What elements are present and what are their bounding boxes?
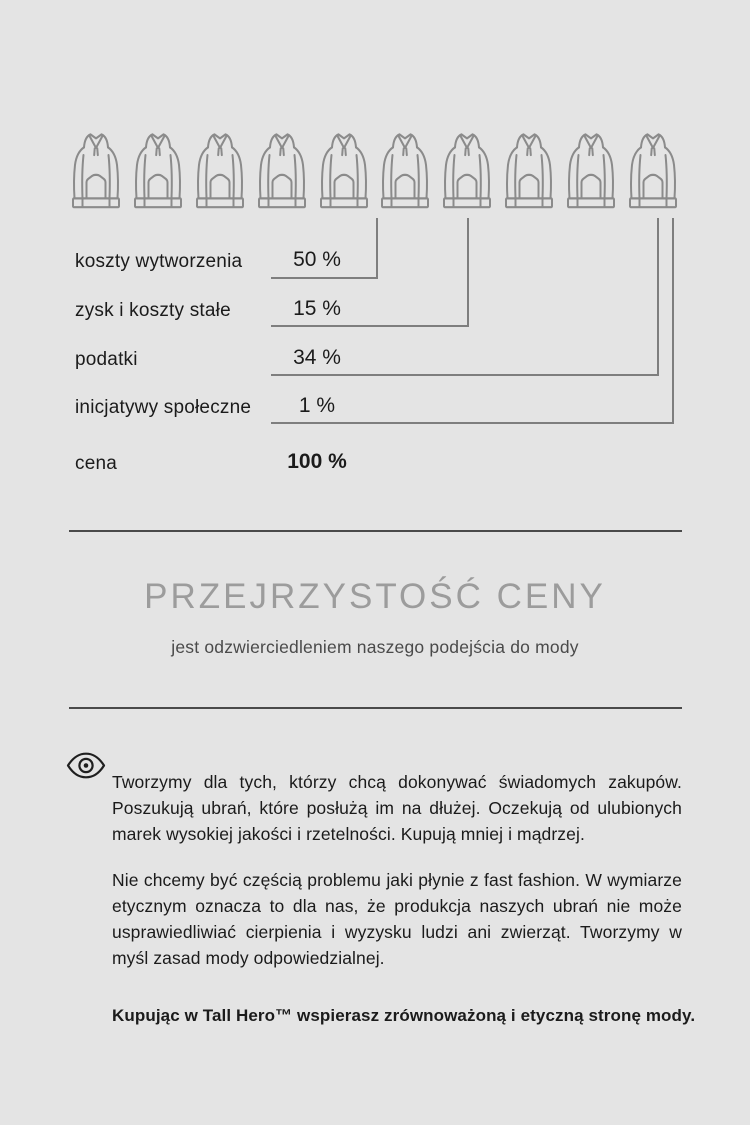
hoodie-icon	[317, 132, 371, 211]
bracket-vertical-65	[467, 218, 469, 327]
headline-subtitle: jest odzwierciedleniem naszego podejścia do mody	[171, 637, 579, 657]
cost-value-taxes: 34 %	[293, 346, 341, 369]
cost-label-profit-fixed: zysk i koszty stałe	[75, 300, 231, 321]
bracket-line-production-costs	[271, 277, 378, 279]
hoodie-icon	[131, 132, 185, 211]
bracket-vertical-100	[672, 218, 674, 424]
cost-value-profit-fixed: 15 %	[293, 297, 341, 320]
price-total-value: 100 %	[287, 450, 347, 473]
about-highlight: Kupując w Tall Hero™ wspierasz zrównoważoną i etyczną stronę mody.	[112, 1006, 696, 1025]
hoodie-pictogram-row	[69, 132, 680, 211]
hoodie-icon	[255, 132, 309, 211]
hoodie-icon	[378, 132, 432, 211]
hoodie-icon	[440, 132, 494, 211]
hoodie-icon	[626, 132, 680, 211]
cost-value-production: 50 %	[293, 248, 341, 271]
bracket-line-social-initiatives	[271, 422, 674, 424]
cost-label-production: koszty wytworzenia	[75, 251, 243, 272]
hoodie-icon	[193, 132, 247, 211]
price-total-label: cena	[75, 453, 118, 474]
divider-bottom	[69, 707, 682, 709]
divider-top	[69, 530, 682, 532]
bracket-line-profit-fixed-costs	[271, 325, 469, 327]
hoodie-icon	[69, 132, 123, 211]
about-paragraph-2: Nie chcemy być częścią problemu jaki płynie z fast fashion. W wymiarze etycznym oznacza to dla nas, że produkcja naszych ubrań nie może usprawiedliwiać cierpienia i wyzysku ludzi ani zwierząt. Tworzymy w myśl zasad mody odpowiedzialnej.	[112, 869, 682, 968]
bracket-line-taxes	[271, 374, 659, 376]
hoodie-icon	[502, 132, 556, 211]
bracket-vertical-99	[657, 218, 659, 376]
cost-value-social-initiatives: 1 %	[298, 394, 336, 417]
eye-icon	[66, 750, 106, 781]
cost-label-social-initiatives: inicjatywy społeczne	[75, 397, 252, 418]
hoodie-icon	[564, 132, 618, 211]
cost-label-taxes: podatki	[75, 349, 138, 370]
about-paragraph-1: Tworzymy dla tych, którzy chcą dokonywać świadomych zakupów. Poszukują ubrań, które posłużą im na dłużej. Oczekują od ulubionych marek wysokiej jakości i rzetelności. Kupują mniej i mądrzej.	[112, 771, 682, 844]
headline-title: PRZEJRZYSTOŚĆ CENY	[144, 577, 606, 616]
bracket-vertical-50	[376, 218, 378, 279]
